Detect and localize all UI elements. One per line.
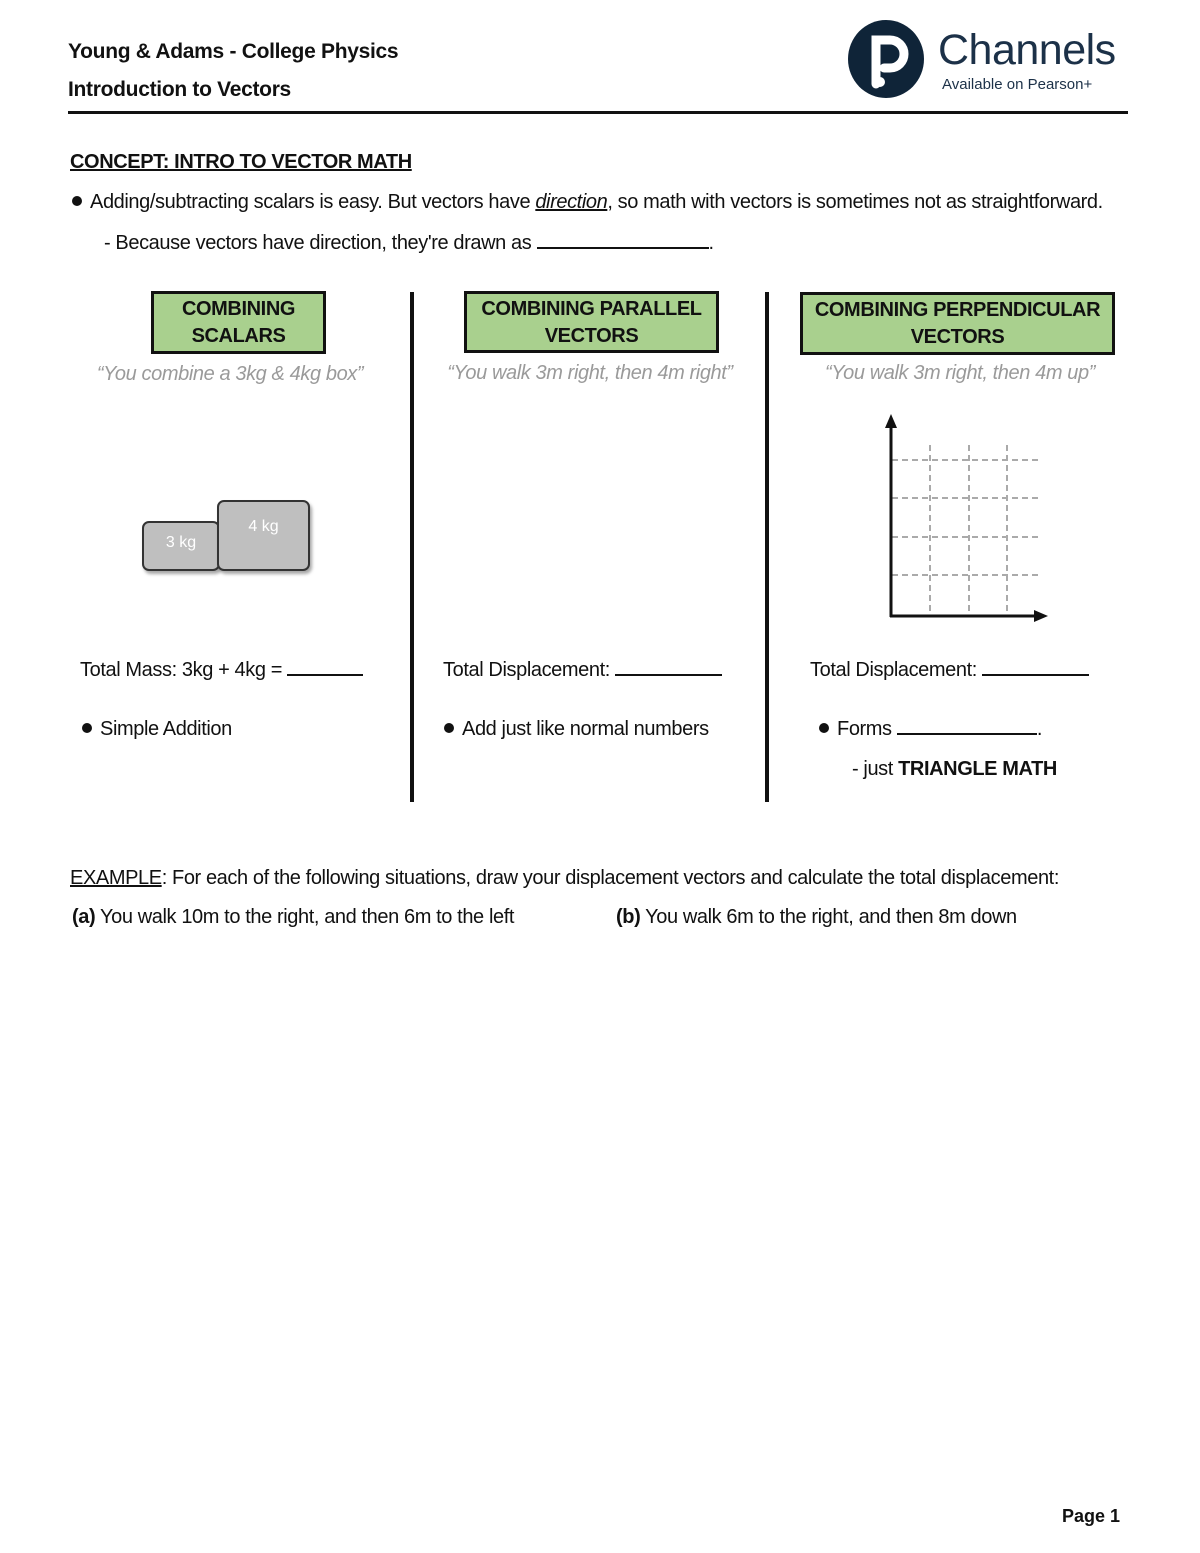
topic-title: Introduction to Vectors [68, 78, 291, 101]
example-intro: EXAMPLE: For each of the following situations, draw your displacement vectors and calculate the total displacement: [70, 867, 1059, 889]
coordinate-grid [875, 410, 1055, 625]
total-mass-blank[interactable] [287, 674, 363, 676]
x-axis-arrow-icon [1034, 610, 1048, 622]
forms-blank[interactable] [897, 733, 1037, 735]
perpendicular-quote: “You walk 3m right, then 4m up” [825, 362, 1095, 384]
bullet-dot [819, 723, 829, 733]
parallel-bullet: Add just like normal numbers [444, 718, 709, 741]
drawn-as-blank[interactable] [537, 247, 709, 249]
perpendicular-total-blank[interactable] [982, 674, 1089, 676]
y-axis-arrow-icon [885, 414, 897, 428]
perpendicular-total-line: Total Displacement: [810, 659, 1089, 682]
scalars-bullet: Simple Addition [82, 718, 232, 741]
page-number: Page 1 [1062, 1506, 1121, 1526]
box-3kg: 3 kg [142, 521, 220, 571]
scalars-quote: “You combine a 3kg & 4kg box” [96, 363, 364, 385]
column-divider-1 [410, 292, 414, 802]
total-mass-line: Total Mass: 3kg + 4kg = [80, 659, 363, 682]
pearson-p-icon [848, 20, 924, 98]
parallel-total-line: Total Displacement: [443, 659, 722, 682]
header-divider [68, 111, 1128, 114]
box-4kg: 4 kg [217, 500, 310, 571]
logo-subtitle: Available on Pearson+ [942, 76, 1093, 93]
combining-parallel-box: COMBINING PARALLEL VECTORS [464, 291, 719, 353]
concept-title: CONCEPT: INTRO TO VECTOR MATH [70, 151, 412, 173]
bullet-dot [72, 196, 82, 206]
concept-line-1: Adding/subtracting scalars is easy. But vectors have direction, so math with vectors is sometimes not as straightforward. [72, 191, 1103, 214]
example-label: EXAMPLE [70, 867, 162, 889]
parallel-quote: “You walk 3m right, then 4m right” [447, 362, 733, 384]
bullet-dot [444, 723, 454, 733]
concept-line-2: - Because vectors have direction, they're drawn as . [104, 232, 714, 254]
perpendicular-bullet: Forms . [819, 718, 1042, 741]
column-divider-2 [765, 292, 769, 802]
combining-perpendicular-box: COMBINING PERPENDICULAR VECTORS [800, 292, 1115, 355]
parallel-total-blank[interactable] [615, 674, 722, 676]
bullet-dot [82, 723, 92, 733]
triangle-math-line: - just TRIANGLE MATH [852, 758, 1057, 780]
logo-wordmark: Channels [938, 26, 1116, 74]
example-a: (a) You walk 10m to the right, and then 6m to the left [72, 906, 515, 928]
example-b: (b) You walk 6m to the right, and then 8m down [616, 906, 1017, 928]
emphasis-direction: direction [535, 191, 608, 213]
course-title: Young & Adams - College Physics [68, 40, 399, 63]
combining-scalars-box: COMBINING SCALARS [151, 291, 326, 354]
